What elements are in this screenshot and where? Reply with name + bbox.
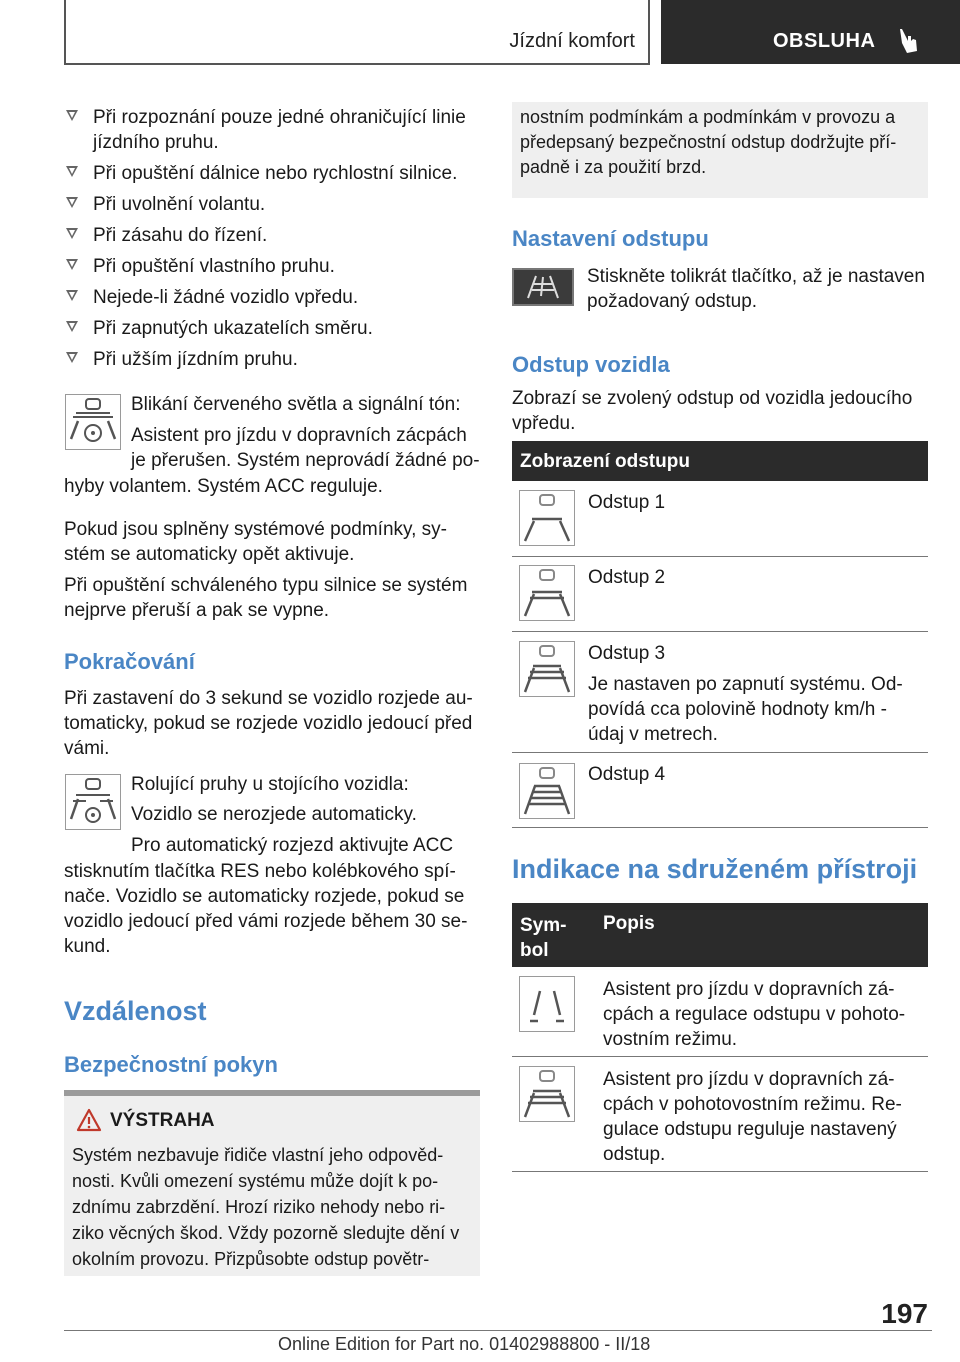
list-item: Při opuštění dálnice nebo rychlostní silnice. <box>64 161 480 186</box>
safety-heading: Bezpečnostní pokyn <box>64 1052 278 1077</box>
cluster-heading: Indikace na sdruženém přístroji <box>512 854 918 884</box>
paragraph-reactivation: Pokud jsou splněny systémové podmínky, sy-stém se automaticky opět aktivuje. <box>64 519 447 565</box>
table-row-divider <box>512 827 928 828</box>
table-row-divider <box>512 1171 928 1172</box>
paragraph-road-type: Při opuštění schváleného typu silnice se systém nejprve přeruší a pak se vypne. <box>64 575 468 621</box>
warning-box <box>64 1090 480 1276</box>
list-item: Při rozpoznání pouze jedné ohraničující linie jízdního pruhu. <box>64 105 480 155</box>
standby-lanes-icon <box>519 976 575 1032</box>
distance-4-label: Odstup 4 <box>588 764 666 785</box>
cluster-table-header <box>512 903 928 967</box>
continue-heading: Pokračování <box>64 649 195 674</box>
warning-triangle-icon <box>76 1108 102 1132</box>
rolling-line-3a: Pro automatický rozjezd aktivujte ACC <box>131 835 454 856</box>
footer-rule <box>64 1330 932 1331</box>
list-item: Při užším jízdním pruhu. <box>64 347 480 372</box>
header-section-title: Jízdní komfort <box>509 30 635 52</box>
list-item: Při opuštění vlastního pruhu. <box>64 254 480 279</box>
list-item: Při zásahu do řízení. <box>64 223 480 248</box>
distance-button-icon <box>512 268 574 306</box>
table-row-divider <box>512 752 928 753</box>
header-rule-right <box>648 0 650 64</box>
distance-3-icon <box>519 641 575 697</box>
footer-text: Online Edition for Part no. 01402988800 - II/18 <box>278 1334 651 1354</box>
list-item: Při zapnutých ukazatelích směru. <box>64 316 480 341</box>
cluster-col-symbol: Sym-bol <box>520 915 567 961</box>
cluster-row-2-text: Asistent pro jízdu v dopravních zá-cpách v pohotovostním režimu. Re-gulace odstupu reguluje nastavený odstup. <box>603 1069 902 1165</box>
header-chapter-tab <box>661 0 960 64</box>
rolling-line-2: Vozidlo se nerozjede automaticky. <box>131 804 417 825</box>
distance-1-label: Odstup 1 <box>588 492 666 513</box>
standby-distance-icon <box>519 1066 575 1122</box>
bullet-triangle-icon <box>66 352 78 363</box>
bullet-triangle-icon <box>66 228 78 239</box>
bullet-triangle-icon <box>66 321 78 332</box>
distance-3-note: Je nastaven po zapnutí systému. Od-povídá cca polovině hodnoty km/h - údaj v metrech. <box>588 674 903 745</box>
setting-heading: Nastavení odstupu <box>512 226 709 251</box>
table-row-divider <box>512 631 928 632</box>
blink-line-2c: hyby volantem. Systém ACC reguluje. <box>64 476 383 497</box>
distance-section-heading: Vzdálenost <box>64 996 207 1026</box>
warning-title: VÝSTRAHA <box>110 1110 215 1131</box>
warning-box-continued <box>512 102 928 198</box>
blink-line-1: Blikání červeného světla a signální tón: <box>131 394 461 415</box>
condition-list <box>64 105 480 378</box>
rolling-line-3b: stisknutím tlačítka RES nebo kolébkového spí-nače. Vozidlo se automaticky rozjede, pokud se vozidlo jedoucí před vámi rozjede během 30 se-kund. <box>64 861 468 957</box>
page-number: 197 <box>881 1298 928 1329</box>
traffic-jam-assistant-icon <box>65 394 121 450</box>
vehicle-distance-heading: Odstup vozidla <box>512 352 670 377</box>
bullet-triangle-icon <box>66 259 78 270</box>
cluster-col-description: Popis <box>603 913 655 934</box>
table-row-divider <box>512 556 928 557</box>
distance-table-header: Zobrazení odstupu <box>512 441 928 481</box>
distance-1-icon <box>519 490 575 546</box>
bullet-triangle-icon <box>66 197 78 208</box>
header-rule-bottom <box>64 63 650 65</box>
header-chapter-label: OBSLUHA <box>773 30 876 52</box>
pointing-hand-icon <box>895 27 921 55</box>
distance-2-icon <box>519 565 575 621</box>
rolling-lanes-icon <box>65 774 121 830</box>
distance-3-label: Odstup 3 <box>588 643 666 664</box>
table-row-divider <box>512 1056 928 1057</box>
distance-2-label: Odstup 2 <box>588 567 666 588</box>
list-item: Nejede-li žádné vozidlo vpředu. <box>64 285 480 310</box>
vehicle-distance-text: Zobrazí se zvolený odstup od vozidla jedoucího vpředu. <box>512 388 913 434</box>
rolling-line-1: Rolující pruhy u stojícího vozidla: <box>131 774 409 795</box>
bullet-triangle-icon <box>66 290 78 301</box>
distance-4-icon <box>519 763 575 819</box>
warning-text: Systém nezbavuje řidiče vlastní jeho odpověd-nosti. Kvůli omezení systému může dojít k po-zdnímu zabrzdění. Hrozí riziko nehody nebo ri-ziko věcných škod. Vždy pozorně sledujte dění v okolním provozu. Přizpůsobte odstup povětr- <box>72 1145 460 1269</box>
warning-continued-text: nostním podmínkám a podmínkám v provozu a předepsaný bezpečnostní odstup dodržujte pří-padně i za použití brzd. <box>520 107 897 177</box>
blink-line-2b: je přerušen. Systém neprovádí žádné po- <box>131 450 480 471</box>
header-rule-left <box>64 0 66 64</box>
bullet-triangle-icon <box>66 110 78 121</box>
setting-text: Stiskněte tolikrát tlačítko, až je nastaven požadovaný odstup. <box>587 266 925 312</box>
cluster-row-1-text: Asistent pro jízdu v dopravních zá-cpách a regulace odstupu v pohoto-vostním režimu. <box>603 979 906 1050</box>
bullet-triangle-icon <box>66 166 78 177</box>
list-item: Při uvolnění volantu. <box>64 192 480 217</box>
continue-paragraph: Při zastavení do 3 sekund se vozidlo rozjede au-tomaticky, pokud se rozjede vozidlo jedoucí před vámi. <box>64 688 473 759</box>
blink-line-2a: Asistent pro jízdu v dopravních zácpách <box>131 425 467 446</box>
